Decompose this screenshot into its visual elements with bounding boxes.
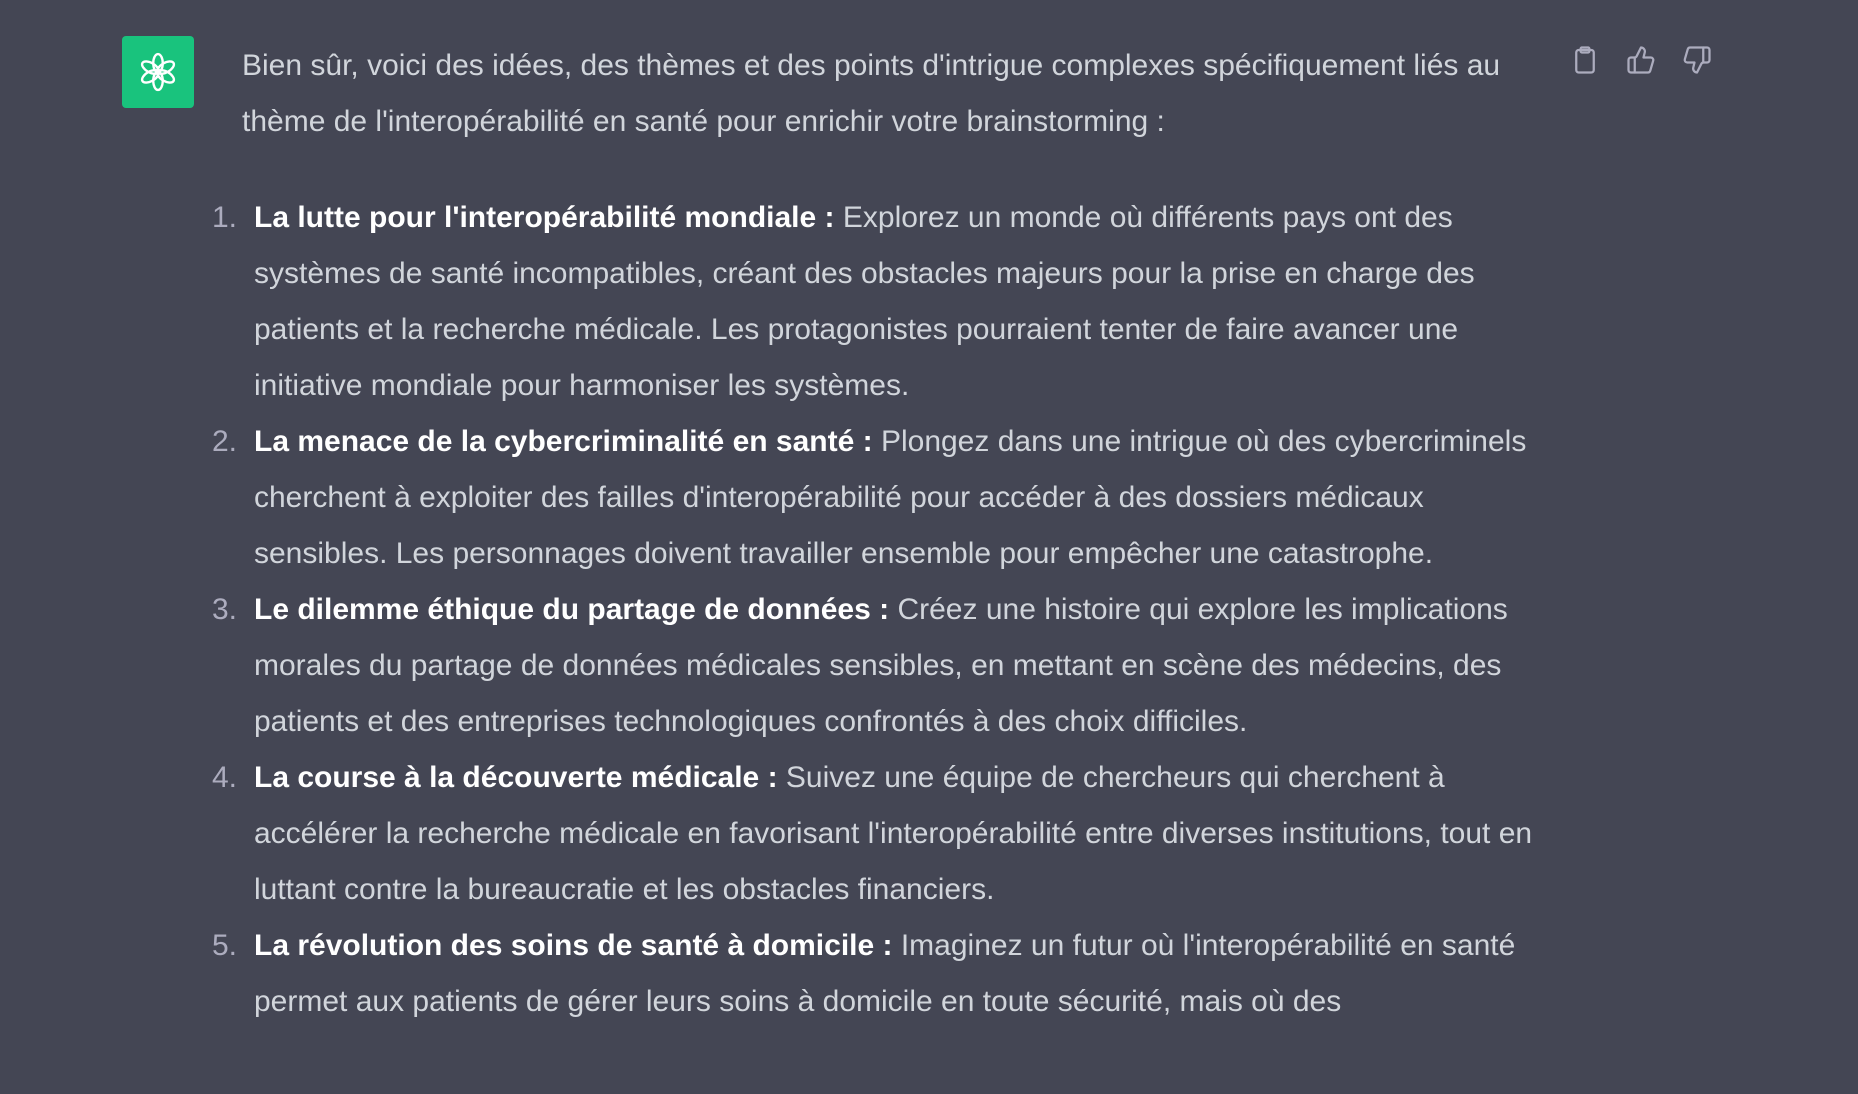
- item-text: Plongez dans une intrigue où des cybercriminels cherchent à exploiter des failles d'interopérabilité pour accéder à des dossiers médicaux sensibles. Les personnages doivent travailler ensemble pour empêcher une catastrophe.: [254, 425, 1527, 570]
- thumbs-down-icon: [1682, 45, 1712, 75]
- list-item: [212, 582, 1562, 750]
- list-item: [212, 414, 1562, 582]
- item-text: Explorez un monde où différents pays ont des systèmes de santé incompatibles, créant des obstacles majeurs pour la prise en charge des patients et la recherche médicale. Les protagonistes pourraient tenter de faire avancer une initiative mondiale pour harmoniser les systèmes.: [254, 201, 1475, 402]
- item-title: La révolution des soins de santé à domicile :: [254, 929, 893, 962]
- thumbs-up-icon: [1626, 45, 1656, 75]
- ideas-list: [212, 190, 1562, 1030]
- thumbs-up-button[interactable]: [1624, 42, 1658, 78]
- item-number: 5.: [212, 929, 238, 962]
- item-title: Le dilemme éthique du partage de données :: [254, 593, 890, 626]
- item-number: 3.: [212, 593, 238, 626]
- item-number: 2.: [212, 425, 238, 458]
- list-item: [212, 918, 1562, 1030]
- thumbs-down-button[interactable]: [1680, 42, 1714, 78]
- item-title: La course à la découverte médicale :: [254, 761, 778, 794]
- list-item: [212, 190, 1562, 414]
- message-actions: [1568, 42, 1714, 78]
- message-intro: Bien sûr, voici des idées, des thèmes et des points d'intrigue complexes spécifiquement liés au thème de l'interopérabilité en santé pour enrichir votre brainstorming :: [242, 49, 1501, 138]
- assistant-message: [212, 38, 1562, 1030]
- item-title: La menace de la cybercriminalité en santé :: [254, 425, 873, 458]
- copy-button[interactable]: [1568, 42, 1602, 78]
- item-title: La lutte pour l'interopérabilité mondiale :: [254, 201, 835, 234]
- openai-logo-icon: [136, 50, 180, 94]
- assistant-avatar: [122, 36, 194, 108]
- clipboard-icon: [1570, 45, 1600, 75]
- item-number: 4.: [212, 761, 238, 794]
- item-text: Créez une histoire qui explore les implications morales du partage de données médicales sensibles, en mettant en scène des médecins, des patients et des entreprises technologiques confrontés à des choix difficiles.: [254, 593, 1508, 738]
- item-number: 1.: [212, 201, 238, 234]
- item-text: Imaginez un futur où l'interopérabilité en santé permet aux patients de gérer leurs soins à domicile en toute sécurité, mais où des: [254, 929, 1516, 1018]
- item-text: Suivez une équipe de chercheurs qui cherchent à accélérer la recherche médicale en favorisant l'interopérabilité entre diverses institutions, tout en luttant contre la bureaucratie et les obstacles financiers.: [254, 761, 1533, 906]
- list-item: [212, 750, 1562, 918]
